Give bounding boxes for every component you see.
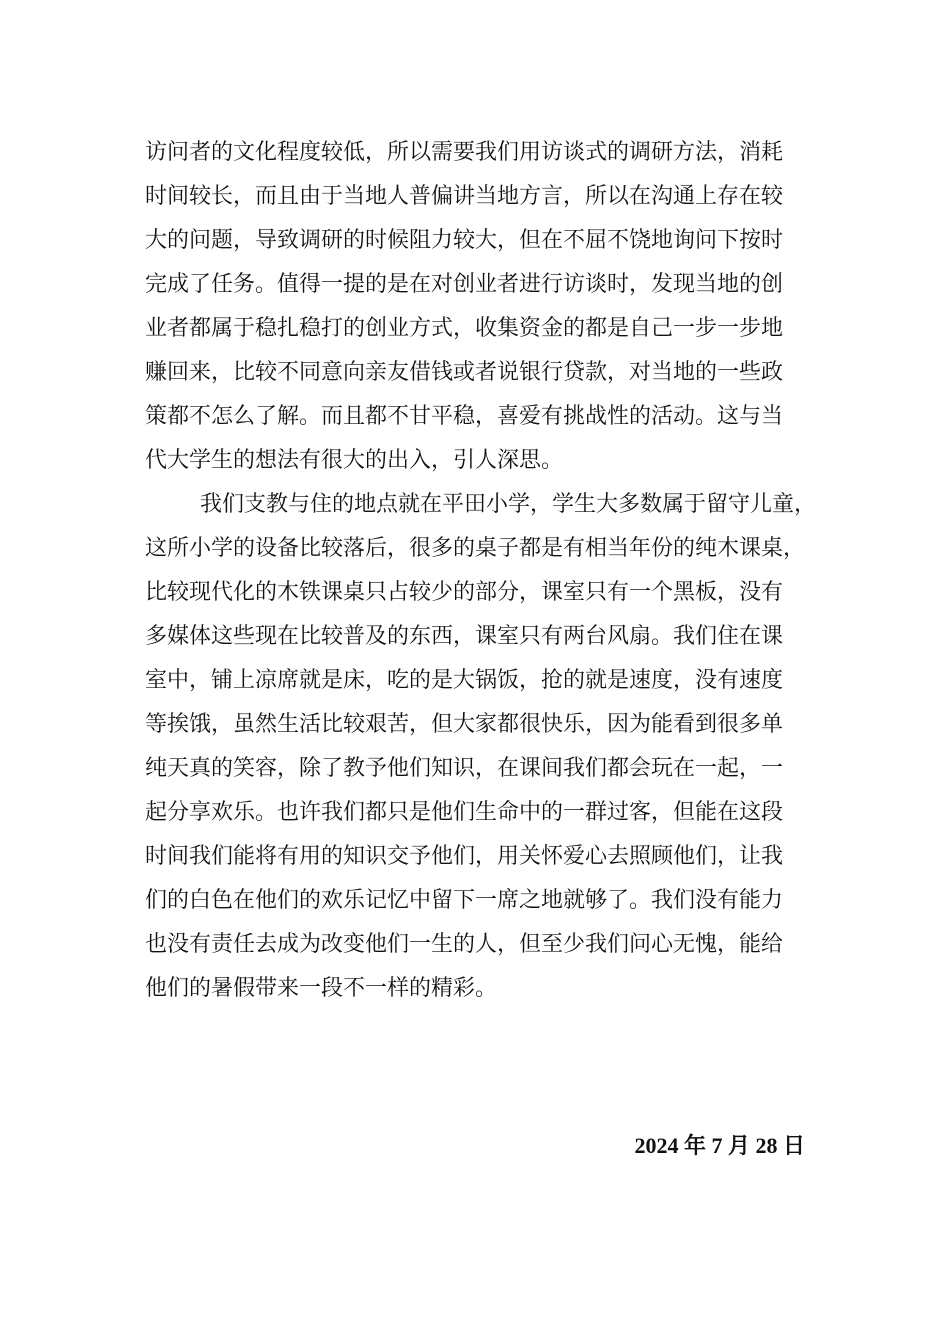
paragraph-line: 大的问题，导致调研的时候阻力较大，但在不屈不饶地询问下按时 — [145, 228, 784, 253]
paragraph-line: 多媒体这些现在比较普及的东西，课室只有两台风扇。我们住在课 — [145, 624, 784, 649]
paragraph-line: 起分享欢乐。也许我们都只是他们生命中的一群过客，但能在这段 — [145, 800, 784, 825]
paragraph-1 — [145, 131, 810, 483]
paragraph-line: 等挨饿，虽然生活比较艰苦，但大家都很快乐，因为能看到很多单 — [145, 712, 784, 737]
paragraph-2 — [145, 483, 817, 1011]
paragraph-line: 室中，铺上凉席就是床，吃的是大锅饭，抢的就是速度，没有速度 — [145, 668, 784, 693]
paragraph-line: 比较现代化的木铁课桌只占较少的部分，课室只有一个黑板，没有 — [145, 580, 784, 605]
paragraph-line: 也没有责任去成为改变他们一生的人，但至少我们问心无愧，能给 — [145, 932, 784, 957]
paragraph-line: 策都不怎么了解。而且都不甘平稳，喜爱有挑战性的活动。这与当 — [145, 404, 784, 429]
paragraph-line: 完成了任务。值得一提的是在对创业者进行访谈时，发现当地的创 — [145, 272, 784, 297]
paragraph-line: 我们支教与住的地点就在平田小学，学生大多数属于留守儿童， — [200, 492, 817, 517]
document-body — [145, 131, 817, 1011]
paragraph-line: 他们的暑假带来一段不一样的精彩。 — [145, 976, 498, 1001]
paragraph-line: 业者都属于稳扎稳打的创业方式，收集资金的都是自己一步一步地 — [145, 316, 784, 341]
signature-date: 2024 年 7 月 28 日 — [634, 1133, 805, 1158]
paragraph-line: 们的白色在他们的欢乐记忆中留下一席之地就够了。我们没有能力 — [145, 888, 784, 913]
paragraph-line: 访问者的文化程度较低，所以需要我们用访谈式的调研方法，消耗 — [145, 140, 784, 165]
paragraph-line: 时间我们能将有用的知识交予他们，用关怀爱心去照顾他们，让我 — [145, 844, 784, 869]
paragraph-line: 纯天真的笑容，除了教予他们知识，在课间我们都会玩在一起，一 — [145, 756, 784, 781]
paragraph-line: 时间较长，而且由于当地人普偏讲当地方言，所以在沟通上存在较 — [145, 184, 784, 209]
paragraph-line: 代大学生的想法有很大的出入，引人深思。 — [145, 448, 564, 473]
paragraph-line: 这所小学的设备比较落后，很多的桌子都是有相当年份的纯木课桌， — [145, 536, 806, 561]
paragraph-line: 赚回来，比较不同意向亲友借钱或者说银行贷款，对当地的一些政 — [145, 360, 784, 385]
